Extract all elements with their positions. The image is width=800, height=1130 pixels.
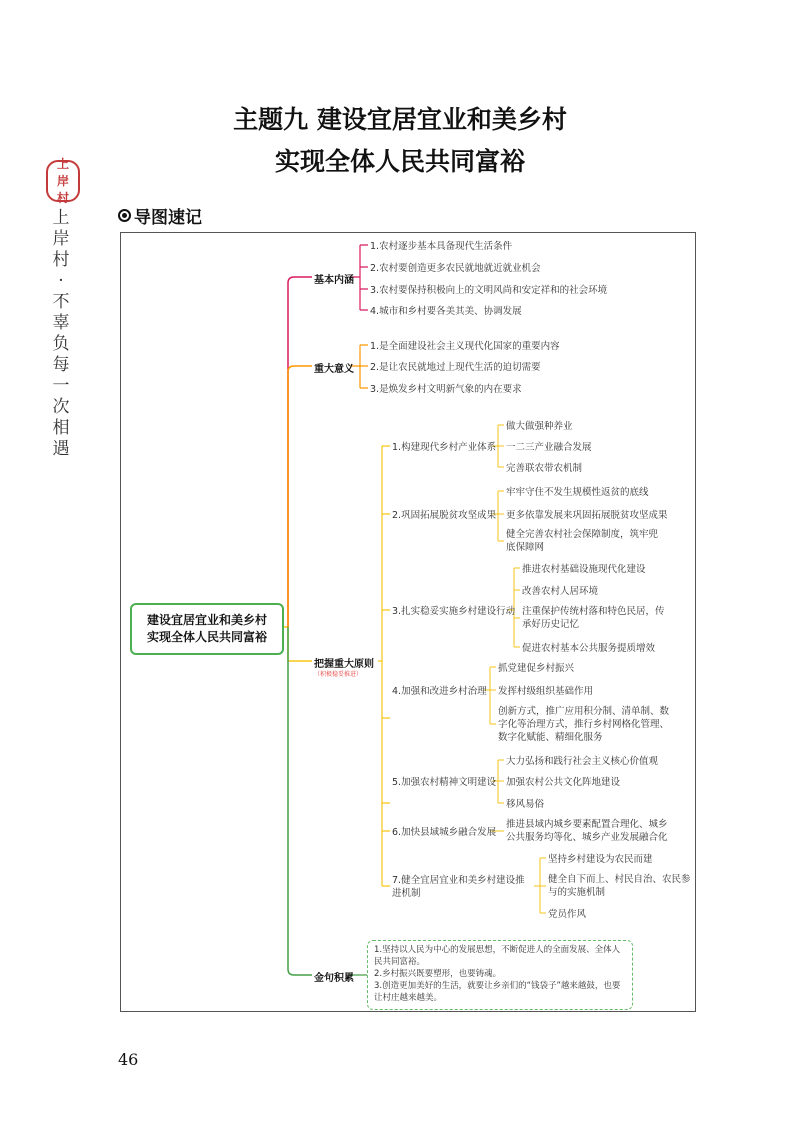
principle-item: 牢牢守住不发生规模性返贫的底线 bbox=[506, 487, 649, 498]
root-line2: 实现全体人民共同富裕 bbox=[146, 630, 267, 644]
principle-item: 移风易俗 bbox=[506, 799, 545, 810]
principle-group-label: 7.健全宜居宜业和美乡村建设推进机制 bbox=[392, 875, 525, 899]
principles-branch-line bbox=[288, 627, 312, 661]
seal-text: 上岸村 bbox=[56, 156, 69, 205]
principle-group-label: 6.加快县域城乡融合发展 bbox=[392, 827, 497, 838]
principle-item: 抓党建促乡村振兴 bbox=[498, 663, 575, 674]
significance-item: 2.是让农民就地过上现代生活的迫切需要 bbox=[370, 362, 541, 373]
significance-item: 1.是全面建设社会主义现代化国家的重要内容 bbox=[370, 341, 560, 352]
page-number: 46 bbox=[118, 1050, 139, 1069]
principle-item: 完善联农带农机制 bbox=[506, 463, 583, 474]
principle-item: 大力弘扬和践行社会主义核心价值观 bbox=[506, 756, 659, 767]
quote-item: 1.坚持以人民为中心的发展思想，不断促进人的全面发展、全体人民共同富裕。 bbox=[374, 945, 621, 967]
section-title: 导图速记 bbox=[134, 208, 202, 228]
quotes-branch-line bbox=[288, 627, 312, 975]
principle-item: 改善农村人居环境 bbox=[522, 586, 599, 597]
principle-item: 发挥村级组织基础作用 bbox=[498, 686, 594, 697]
principle-item: 一二三产业融合发展 bbox=[506, 442, 592, 453]
principle-item: 加强农村公共文化阵地建设 bbox=[506, 777, 621, 788]
category-quotes: 金句积累 bbox=[314, 973, 354, 984]
root-line1: 建设宜居宜业和美乡村 bbox=[146, 613, 267, 627]
vertical-motto: 上岸村·不辜负每一次相遇 bbox=[52, 208, 70, 459]
principle-group-label: 3.扎实稳妥实施乡村建设行动 bbox=[392, 606, 516, 617]
principle-item: 健全自下而上、村民自治、农民参与的实施机制 bbox=[548, 874, 691, 898]
principle-item: 党员作风 bbox=[548, 909, 587, 920]
basic-branch-line bbox=[288, 277, 312, 627]
principle-item: 更多依靠发展来巩固拓展脱贫攻坚成果 bbox=[506, 510, 668, 521]
page-title-line1: 主题九 建设宜居宜业和美乡村 bbox=[233, 105, 567, 134]
page-title-line2: 实现全体人民共同富裕 bbox=[274, 147, 525, 176]
principles-note: （积极稳妥推进） bbox=[314, 671, 363, 678]
quote-item: 3.创造更加美好的生活，就要让乡亲们的“钱袋子”越来越鼓，也要让村庄越来越美。 bbox=[374, 981, 621, 1003]
principle-group-label: 5.加强农村精神文明建设 bbox=[392, 777, 497, 788]
mindmap-root bbox=[130, 603, 284, 655]
principle-item: 促进农村基本公共服务提质增效 bbox=[522, 643, 656, 654]
principle-group-label: 2.巩固拓展脱贫攻坚成果 bbox=[392, 510, 497, 521]
basic-item: 1.农村逐步基本具备现代生活条件 bbox=[370, 241, 513, 252]
principle-item: 推进县域内城乡要素配置合理化、城乡公共服务均等化、城乡产业发展融合化 bbox=[506, 819, 668, 843]
significance-branch-line bbox=[288, 366, 312, 627]
principle-item: 做大做强种养业 bbox=[506, 421, 573, 432]
principle-item: 创新方式，推广应用积分制、清单制、数字化等治理方式，推行乡村网格化管理、数字化赋能、精细化服务 bbox=[498, 706, 670, 743]
principle-group-label: 4.加强和改进乡村治理 bbox=[392, 686, 487, 697]
quotes-box bbox=[367, 940, 633, 1010]
category-principles: 把握重大原则 bbox=[314, 659, 374, 670]
quote-item: 2.乡村振兴既要塑形，也要铸魂。 bbox=[374, 969, 502, 979]
principle-item: 健全完善农村社会保障制度，筑牢兜底保障网 bbox=[506, 529, 659, 553]
category-significance: 重大意义 bbox=[314, 364, 354, 375]
principle-item: 坚持乡村建设为农民而建 bbox=[548, 854, 653, 865]
basic-item: 2.农村要创造更多农民就地就近就业机会 bbox=[370, 263, 541, 274]
basic-item: 4.城市和乡村要各美其美、协调发展 bbox=[370, 306, 522, 317]
category-basic: 基本内涵 bbox=[314, 275, 354, 286]
significance-item: 3.是焕发乡村文明新气象的内在要求 bbox=[370, 384, 522, 395]
principle-item: 推进农村基础设施现代化建设 bbox=[522, 564, 646, 575]
principle-group-label: 1.构建现代乡村产业体系 bbox=[392, 442, 497, 453]
principle-item: 注重保护传统村落和特色民居，传承好历史记忆 bbox=[522, 606, 665, 630]
basic-item: 3.农村要保持积极向上的文明风尚和安定祥和的社会环境 bbox=[370, 285, 608, 296]
